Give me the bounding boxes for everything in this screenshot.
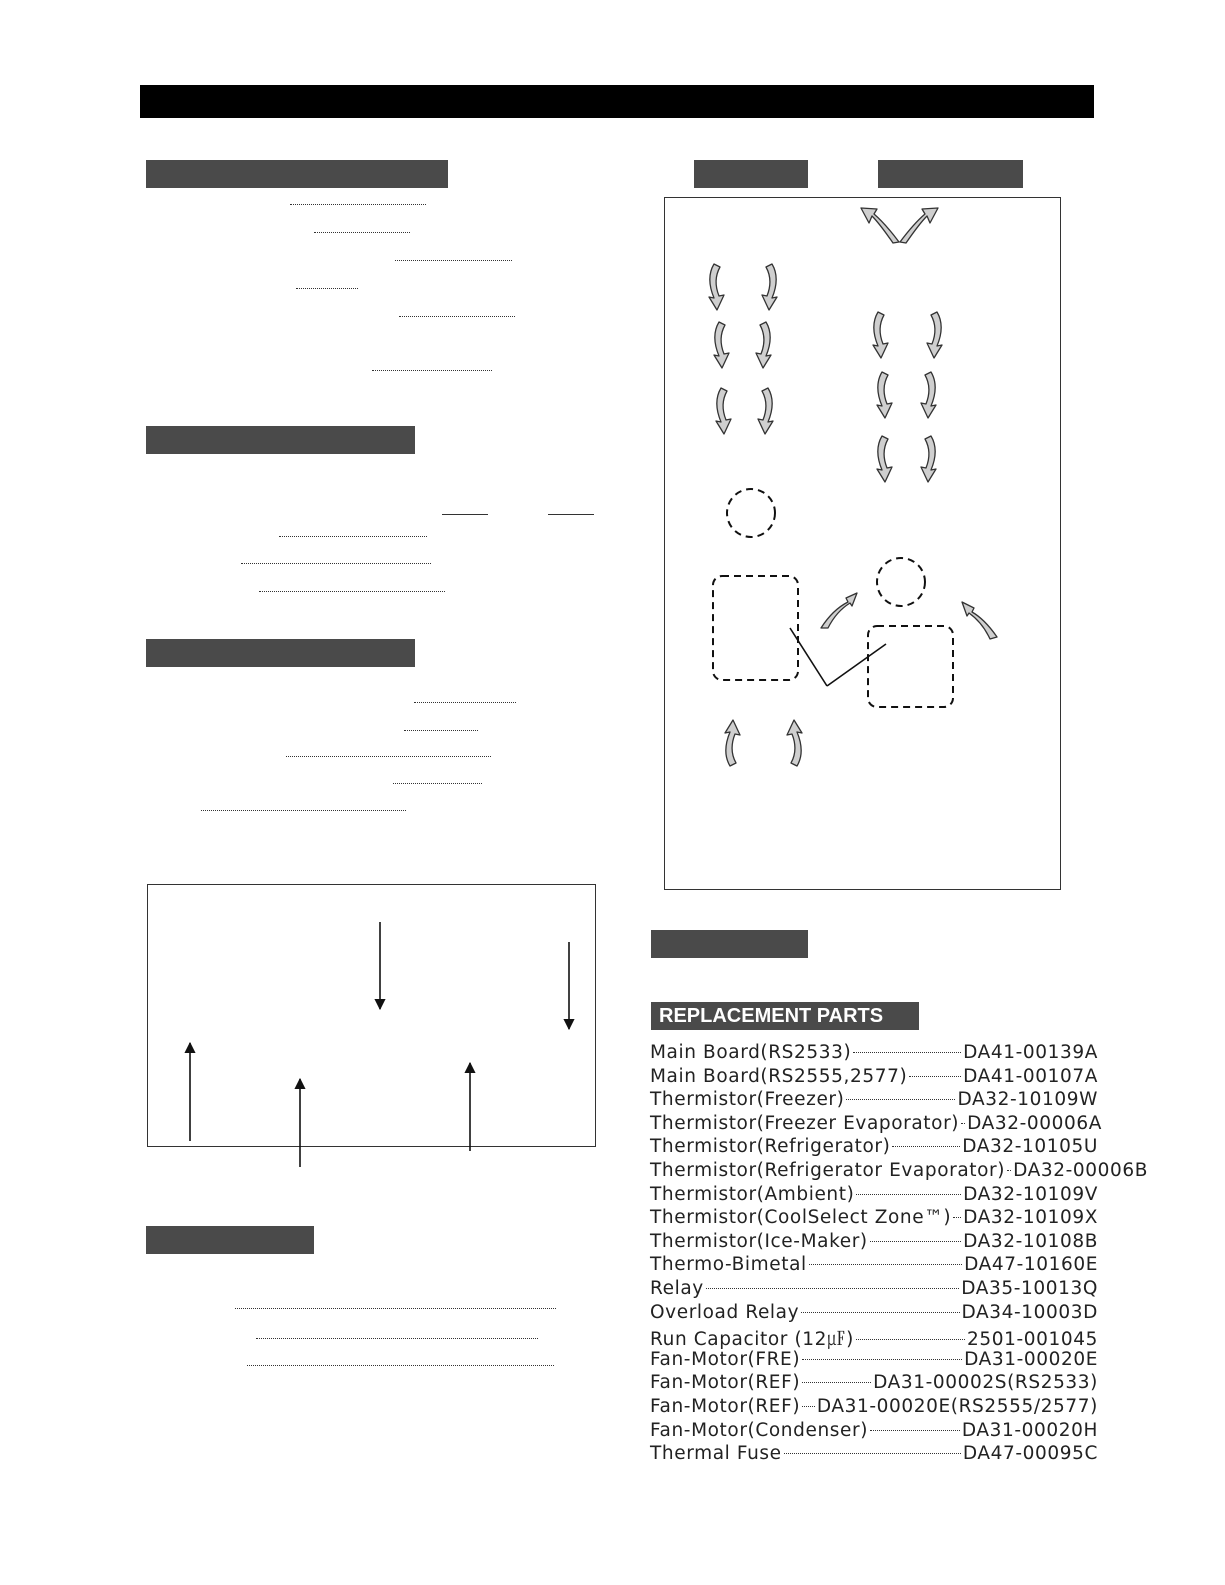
part-row: [650, 1136, 1098, 1160]
curved-arrow-icon: [821, 593, 857, 628]
leader-dots: [856, 1339, 965, 1340]
part-row: [650, 1231, 1098, 1255]
part-code: DA47-10160E: [964, 1254, 1098, 1276]
part-name: Run Capacitor (12㎌): [650, 1329, 854, 1351]
part-name: Thermal Fuse: [650, 1443, 782, 1465]
leader-dots: [870, 1241, 961, 1242]
part-code: DA32-10109V: [963, 1183, 1098, 1205]
curved-arrow-icon: [714, 322, 729, 368]
curved-arrow-icon: [787, 720, 802, 766]
part-code: DA31-00002S(RS2533): [873, 1372, 1098, 1394]
curved-arrow-icon: [877, 436, 892, 482]
part-code: DA32-10105U: [962, 1136, 1098, 1158]
part-name: Thermistor(Freezer Evaporator): [650, 1112, 960, 1134]
part-code: DA41-00139A: [963, 1042, 1098, 1063]
leader-dots: [802, 1359, 962, 1360]
component-dashed-box: [868, 626, 953, 707]
airflow-arrows: [861, 208, 938, 243]
part-name: Fan-Motor(FRE): [650, 1348, 801, 1370]
leader-dots: [706, 1288, 959, 1289]
part-row: [650, 1302, 1098, 1326]
curved-arrow-icon: [900, 208, 938, 243]
part-code: DA41-00107A: [963, 1065, 1098, 1087]
curved-arrow-icon: [716, 388, 731, 434]
part-code: DA32-00006A: [967, 1112, 1103, 1134]
part-name: Thermistor(Freezer): [650, 1089, 845, 1111]
part-row: [650, 1325, 1098, 1349]
curved-arrow-icon: [927, 312, 942, 358]
part-code: DA31-00020H: [961, 1419, 1098, 1441]
part-code: DA31-00020E: [964, 1348, 1098, 1370]
leader-dots: [853, 1052, 961, 1053]
fan-circle-icon: [727, 489, 775, 537]
pointer-arrows: [190, 922, 569, 1167]
leader-dots: [801, 1312, 959, 1313]
part-name: Thermistor(CoolSelect Zone™): [650, 1207, 952, 1229]
part-name: Fan-Motor(Condenser): [650, 1419, 869, 1441]
part-name: Main Board(RS2555,2577): [650, 1065, 908, 1087]
part-row: [650, 1254, 1098, 1278]
replacement-parts-list: [650, 1042, 1148, 1467]
part-row: [650, 1184, 1098, 1208]
leader-dots: [892, 1146, 960, 1147]
replacement-parts-title: REPLACEMENT PARTS: [651, 1002, 919, 1030]
curved-arrow-icon: [762, 264, 777, 310]
fan-circle-icon: [877, 558, 925, 606]
leader-dots: [802, 1382, 871, 1383]
leader-dots: [846, 1099, 955, 1100]
part-row: [650, 1372, 1098, 1396]
part-row: [650, 1089, 1098, 1113]
part-name: Fan-Motor(REF): [650, 1372, 801, 1394]
part-name: Thermistor(Refrigerator): [650, 1136, 891, 1158]
leader-dots: [953, 1217, 961, 1218]
curved-arrow-icon: [861, 208, 899, 243]
part-row: [650, 1420, 1098, 1444]
part-name: Thermistor(Ambient): [650, 1183, 855, 1205]
curved-arrow-icon: [921, 436, 936, 482]
part-code: DA34-10003D: [961, 1301, 1098, 1323]
part-code: DA47-00095C: [962, 1443, 1098, 1465]
leader-dots: [784, 1453, 961, 1454]
part-name: Thermistor(Ice-Maker): [650, 1230, 868, 1252]
curved-arrow-icon: [756, 322, 771, 368]
curved-arrow-icon: [725, 720, 740, 766]
part-row: [650, 1159, 1148, 1184]
part-row: [650, 1042, 1098, 1066]
part-code: 2501-001045: [967, 1329, 1098, 1351]
part-code: DA32-10109W: [957, 1089, 1098, 1111]
part-name: Main Board(RS2533): [650, 1042, 852, 1063]
part-row: [650, 1349, 1098, 1373]
part-row: [650, 1396, 1098, 1420]
part-row: [650, 1443, 1098, 1467]
part-row: [650, 1066, 1098, 1090]
leader-dots: [909, 1076, 961, 1077]
part-code: DA35-10013Q: [961, 1277, 1098, 1299]
leader-dots: [809, 1264, 962, 1265]
part-row: [650, 1112, 1103, 1137]
part-code: DA32-10108B: [963, 1230, 1098, 1252]
part-row: [650, 1278, 1098, 1302]
part-code: DA31-00020E(RS2555/2577): [816, 1395, 1098, 1417]
part-name: Thermo-Bimetal: [650, 1254, 807, 1276]
part-code: DA32-00006B: [1013, 1159, 1148, 1181]
leader-dots: [961, 1123, 965, 1124]
part-name: Relay: [650, 1277, 704, 1299]
curved-arrow-icon: [709, 264, 724, 310]
part-name: Fan-Motor(REF): [650, 1395, 801, 1417]
part-row: [650, 1207, 1098, 1231]
leader-dots: [1007, 1170, 1011, 1171]
curved-arrow-icon: [962, 602, 997, 639]
part-name: Overload Relay: [650, 1301, 800, 1323]
leader-dots: [802, 1406, 815, 1407]
leader-dots: [870, 1430, 960, 1431]
curved-arrow-icon: [877, 372, 892, 418]
part-code: DA32-10109X: [963, 1207, 1098, 1229]
curved-arrow-icon: [873, 312, 888, 358]
curved-arrow-icon: [921, 372, 936, 418]
component-dashed-box: [713, 576, 798, 680]
curved-arrow-icon: [758, 388, 773, 434]
leader-dots: [856, 1194, 961, 1195]
part-name: Thermistor(Refrigerator Evaporator): [650, 1159, 1006, 1181]
